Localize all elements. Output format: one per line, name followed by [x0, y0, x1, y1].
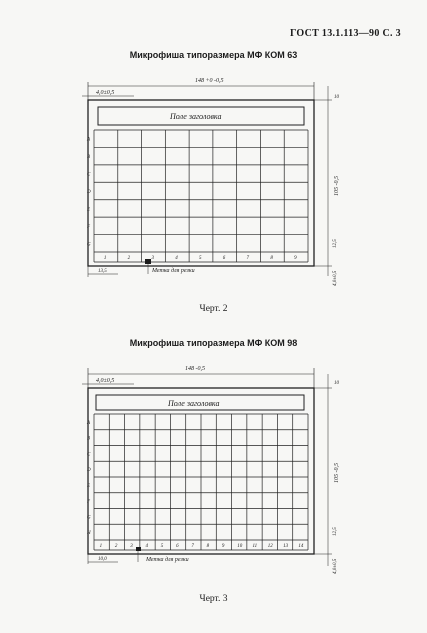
column-label: 5 [199, 256, 202, 261]
cut-mark-label: Метка для резки [152, 268, 195, 274]
figure1-caption: Черт. 2 [199, 304, 228, 314]
row-label: C [87, 452, 91, 458]
row-label: F [87, 499, 91, 505]
column-label: 4 [175, 256, 178, 261]
cut-mark-label: Метка для резки [146, 557, 189, 563]
row-label: F [87, 224, 91, 230]
row-label: D [87, 468, 91, 474]
column-label: 1 [99, 544, 103, 549]
column-label: 12 [267, 544, 273, 549]
row-label: H [87, 531, 91, 537]
column-label: 7 [246, 256, 250, 261]
figure2-caption: Черт. 3 [199, 594, 228, 604]
figure2-title: Микрофиша типоразмера МФ КОМ 98 [129, 338, 298, 348]
column-label: 9 [294, 256, 297, 261]
fiche-grid [86, 414, 308, 550]
column-label: 3 [130, 544, 133, 549]
left-offset-dim: 4,0±0,5 [96, 90, 115, 96]
title-field: Поле заголовка [168, 399, 220, 408]
row-label: G [87, 242, 91, 248]
figure1-title: Микрофиша типоразмера МФ КОМ 63 [129, 50, 298, 60]
height-dim: 105 -0,5 [334, 176, 340, 196]
mark-offset-dim: 13,5 [98, 269, 107, 274]
cut-mark [136, 547, 141, 551]
row-label: C [87, 172, 91, 178]
left-offset-dim: 4,0±0,5 [96, 378, 115, 384]
row-height-dim: 12,5 [333, 527, 338, 536]
column-label: 5 [160, 544, 164, 549]
row-label: E [87, 207, 91, 213]
width-dim: 148 +0 -0,5 [195, 78, 224, 84]
top-right-dim: 10 [334, 95, 339, 100]
bottom-offset-dim: 4,0±0,5 [333, 270, 338, 286]
column-label: 8 [270, 256, 273, 261]
column-label: 3 [151, 256, 154, 261]
cut-mark [145, 259, 151, 264]
width-dim: 148 -0,5 [185, 366, 205, 372]
column-label: 6 [176, 544, 179, 549]
column-label: 6 [222, 256, 226, 261]
row-label: D [87, 190, 91, 195]
row-label: E [87, 483, 91, 489]
column-label: 4 [145, 544, 148, 549]
row-label: B [87, 436, 91, 442]
column-label: 14 [298, 544, 304, 549]
column-label: 2 [114, 544, 118, 549]
top-right-dim: 10 [334, 381, 339, 386]
bottom-offset-dim: 4,0±0,5 [333, 558, 338, 574]
page-header: ГОСТ 13.1.113—90 С. 3 [290, 28, 401, 39]
row-label: B [87, 155, 91, 161]
height-dim: 105 -0,5 [334, 463, 340, 483]
row-label: A [87, 137, 91, 143]
row-height-dim: 12,5 [333, 239, 338, 248]
row-label: G [87, 515, 91, 521]
column-label: 13 [283, 544, 289, 549]
title-field: Поле заголовка [170, 112, 222, 121]
column-label: 7 [191, 544, 194, 549]
column-label: 8 [206, 544, 210, 549]
figure2-diagram [0, 354, 427, 584]
column-label: 2 [127, 256, 131, 261]
figure1-diagram [0, 62, 427, 292]
mark-offset-dim: 10,0 [98, 557, 107, 562]
column-label: 1 [103, 256, 107, 261]
fiche-grid [86, 130, 308, 262]
column-label: 11 [252, 544, 258, 549]
column-label: 10 [237, 544, 243, 549]
row-label: A [87, 420, 91, 426]
column-label: 9 [221, 544, 225, 549]
